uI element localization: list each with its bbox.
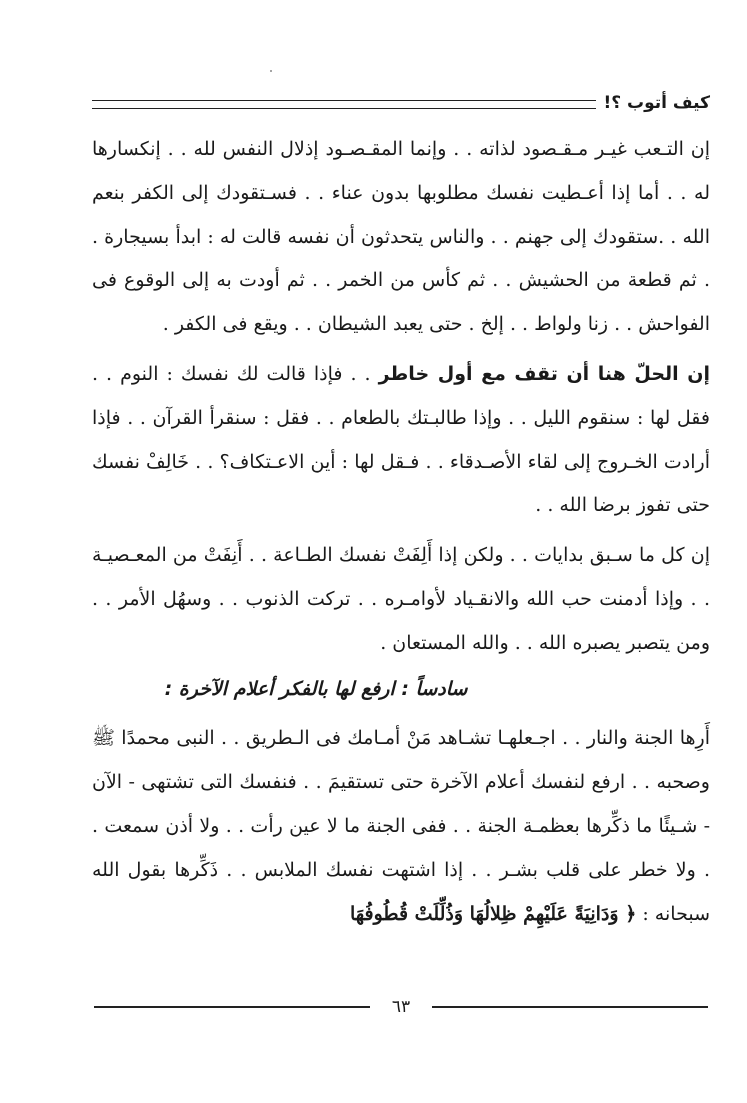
paragraph-4 — [92, 717, 710, 936]
paragraph-2 — [92, 353, 710, 528]
page-number: ٦٣ — [391, 997, 411, 1017]
running-header — [92, 88, 710, 118]
section-heading: سادساً : ارفع لها بالفكر أعلام الآخرة : — [164, 677, 468, 700]
footer-rule-right — [432, 1006, 708, 1008]
page-footer — [94, 996, 708, 1018]
paragraph-1: إن التـعب غيـر مـقـصود لذاته . . وإنما المقـصـود إذلال النفس لله . . إنكسارها له . . أما إذا أعـطيت نفسك مطلوبها بدون عناء . . فسـتقودك إلى الكفر بنعم الله . .ستقودك إلى جهنم . . والناس يتحدثون أن نفسه قالت له : ابدأ بسيجارة . . ثم قطعة من الحشيش . . ثم كأس من الخمر . . ثم أودت به إلى الوقوع فى الفواحش . . زنا ولواط . . إلخ . حتى يعبد الشيطان . . ويقع فى الكفر . — [92, 138, 710, 336]
quran-verse: ﴿ وَدَانِيَةً عَلَيْهِمْ ظِلالُهَا وَذُلِّلَتْ قُطُوفُهَا — [349, 902, 637, 925]
paragraph-2-lead: إن الحلّ هنا أن تقف مع أول خاطر — [378, 362, 711, 385]
paragraph-3: إن كل ما سـبق بدايات . . ولكن إذا أَلِفَتْ نفسك الطـاعة . . أَنِفَتْ من المعـصيـة . . وإذا أدمنت حب الله والانقـياد لأوامـره . . تركت الذنوب . . وسهُل الأمر . . ومن يتصبر يصبره الله . . والله المستعان . — [92, 544, 710, 654]
running-header-title: كيف أتوب ؟! — [603, 93, 710, 113]
header-double-rule — [92, 100, 596, 109]
footer-rule-left — [94, 1006, 370, 1008]
page-body — [92, 128, 710, 936]
scan-speck — [270, 70, 272, 72]
paragraph-2-text: . . فإذا قالت لك نفسك : النوم . . فقل لها : سنقوم الليل . . وإذا طالبـتك بالطعام . . فقل : سنقرأ القرآن . . فإذا أرادت الخـروج إلى لقاء الأصـدقاء . . فـقل لها : أين الاعـتكاف؟ . . خَالِفْ نفسك حتى تفوز برضا الله . . — [92, 362, 710, 517]
paragraph-4-text: أَرِها الجنة والنار . . اجـعلهـا تشـاهد مَنْ أمـامك فى الـطريق . . النبى محمدًا ﷺ وصحبه . . ارفع لنفسك أعلام الآخرة حتى تستقيمَ . . فنفسك التى تشتهى - الآن - شـيئًا ما ذكِّرها بعظمـة الجنة . . ففى الجنة ما لا عين رأت . . ولا أذن سمعت . . ولا خطر على قلب بشـر . . إذا اشتهت نفسك الملابس . . ذَكِّرها بقول الله سبحانه : — [92, 727, 710, 925]
